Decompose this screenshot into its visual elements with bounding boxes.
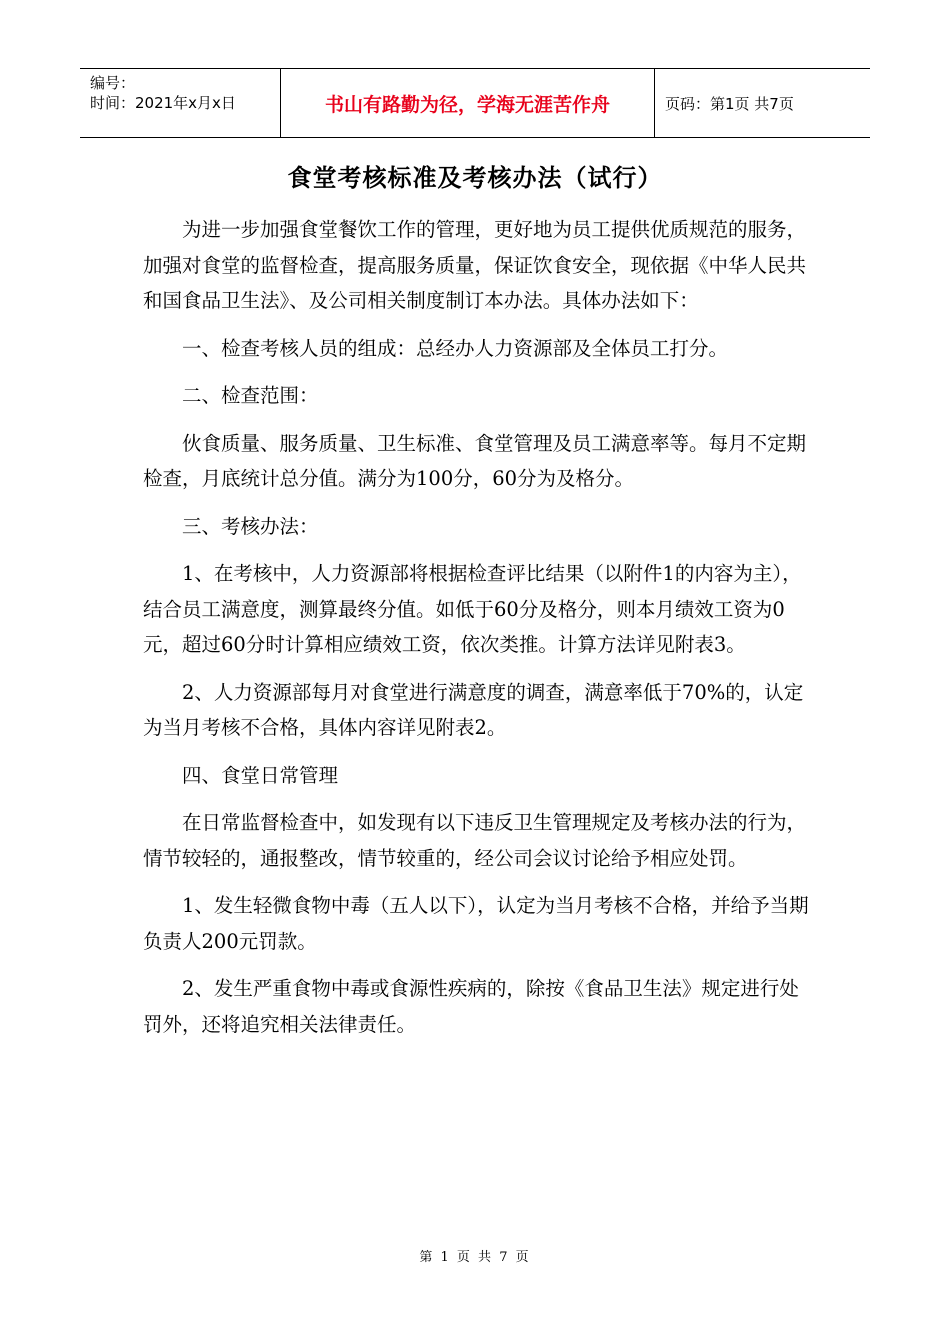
- paragraph: 1、在考核中，人力资源部将根据检查评比结果（以附件1的内容为主），结合员工满意度，测算最终分值。如低于60分及格分，则本月绩效工资为0元，超过60分时计算相应绩效工资，依次类推。计算方法详见附表3。: [143, 562, 802, 656]
- header-motto: 书山有路勤为径，学海无涯苦作舟: [280, 69, 655, 137]
- paragraph: 2、人力资源部每月对食堂进行满意度的调查，满意率低于70%的，认定为当月考核不合格，具体内容详见附表2。: [143, 680, 804, 739]
- paragraph: 二、检查范围：: [182, 384, 319, 407]
- paragraph: 伙食质量、服务质量、卫生标准、食堂管理及员工满意率等。每月不定期检查，月底统计总分值。满分为100分，60分为及格分。: [143, 431, 807, 490]
- document-date-label: 时间：2021年x月x日: [90, 94, 236, 112]
- paragraph: 一、检查考核人员的组成：总经办人力资源部及全体员工打分。: [182, 336, 729, 360]
- paragraph: 2、发生严重食物中毒或食源性疾病的，除按《食品卫生法》规定进行处罚外，还将追究相关法律责任。: [143, 977, 799, 1036]
- paragraph: 为进一步加强食堂餐饮工作的管理，更好地为员工提供优质规范的服务，加强对食堂的监督检查，提高服务质量，保证饮食安全，现依据《中华人民共和国食品卫生法》、及公司相关制度制订本办法。具体办法如下：: [143, 218, 807, 312]
- paragraph: 在日常监督检查中，如发现有以下违反卫生管理规定及考核办法的行为，情节较轻的，通报整改，情节较重的，经公司会议讨论给予相应处罚。: [143, 811, 807, 870]
- header-page-number: 页码：第1页 共7页: [665, 94, 794, 113]
- page-header: [80, 68, 870, 138]
- document-title: 食堂考核标准及考核办法（试行）: [287, 164, 663, 192]
- document-body: [143, 212, 811, 1054]
- document-number-label: 编号：: [90, 74, 136, 92]
- paragraph: 三、考核办法：: [182, 514, 319, 538]
- paragraph: 1、发生轻微食物中毒（五人以下），认定为当月考核不合格，并给予当期负责人200元罚款。: [143, 894, 809, 953]
- page-footer: 第 1 页 共 7 页: [419, 1250, 531, 1265]
- header-info: [80, 69, 280, 137]
- paragraph: 四、食堂日常管理: [182, 763, 339, 787]
